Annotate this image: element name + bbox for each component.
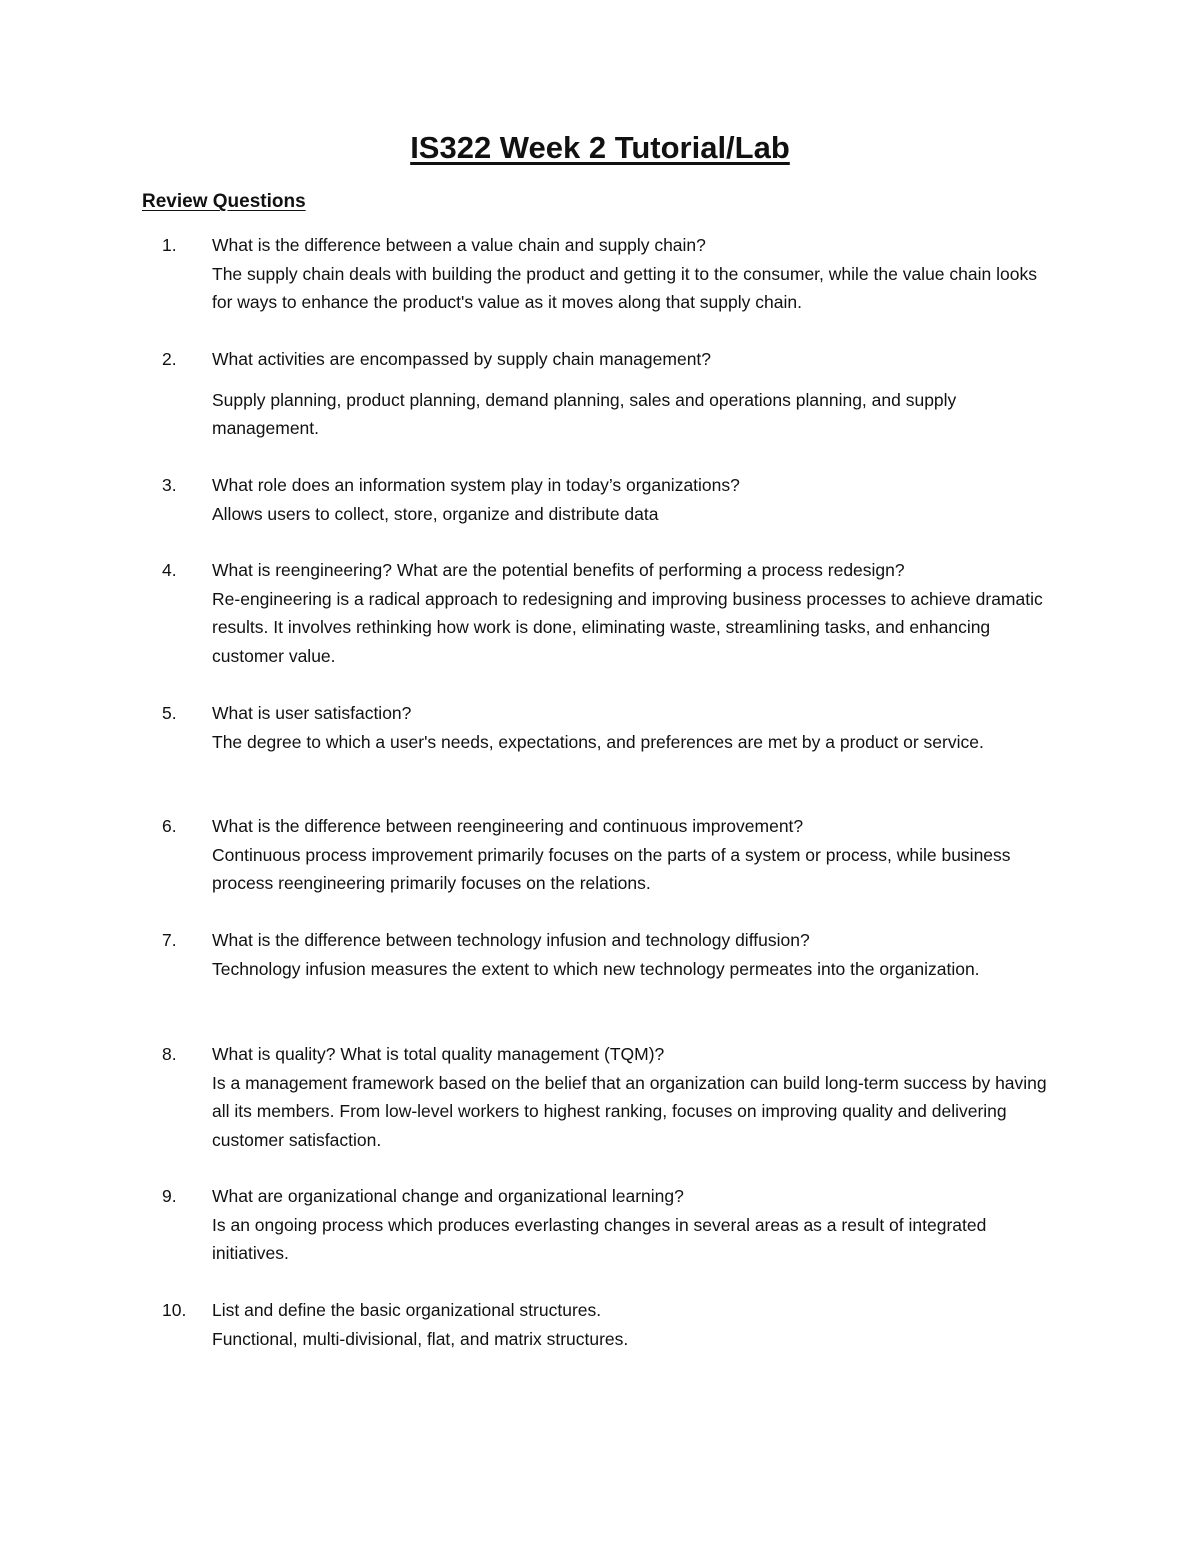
answer-text: Re-engineering is a radical approach to redesigning and improving business processes to achieve dramatic results. It involves rethinking how work is done, eliminating waste, streamlining tasks, and enhancing customer value. — [212, 588, 1043, 666]
question-text: What are organizational change and organizational learning? — [212, 1186, 684, 1206]
question-number: 8. — [162, 1044, 177, 1064]
answer-text: The degree to which a user's needs, expectations, and preferences are met by a product or service. — [212, 731, 984, 752]
list-item-question-7 — [142, 926, 1062, 983]
question-number: 3. — [162, 475, 177, 495]
question-number: 5. — [162, 703, 177, 723]
question-number: 1. — [162, 235, 177, 255]
list-item-question-6 — [142, 812, 1062, 898]
page-title: IS322 Week 2 Tutorial/Lab — [410, 130, 790, 165]
answer-text: Functional, multi-divisional, flat, and matrix structures. — [212, 1328, 629, 1349]
answer-text: Allows users to collect, store, organize and distribute data — [212, 503, 659, 524]
question-text: What is reengineering? What are the potential benefits of performing a process redesign? — [212, 560, 905, 580]
question-number: 6. — [162, 816, 177, 836]
question-number: 10. — [162, 1300, 187, 1320]
answer-text: Is a management framework based on the belief that an organization can build long-term success by having all its members. From low-level workers to highest ranking, focuses on improving quality and delivering customer satisfaction. — [212, 1072, 1047, 1150]
list-item-question-1 — [142, 231, 1062, 317]
question-text: What is the difference between technology infusion and technology diffusion? — [212, 930, 810, 950]
list-item-question-5 — [142, 699, 1062, 756]
question-text: List and define the basic organizational structures. — [212, 1300, 602, 1320]
question-number: 9. — [162, 1186, 177, 1206]
section-heading-review-questions: Review Questions — [142, 191, 306, 212]
question-number: 4. — [162, 560, 177, 580]
question-text: What is the difference between reengineering and continuous improvement? — [212, 816, 804, 836]
question-text: What activities are encompassed by supply chain management? — [212, 349, 712, 369]
question-text: What is quality? What is total quality management (TQM)? — [212, 1044, 665, 1064]
answer-text: Technology infusion measures the extent to which new technology permeates into the organization. — [212, 958, 980, 979]
question-text: What is user satisfaction? — [212, 703, 412, 723]
answer-text: Is an ongoing process which produces everlasting changes in several areas as a result of integrated initiatives. — [212, 1214, 987, 1263]
list-item-question-8 — [142, 1040, 1062, 1154]
answer-text: Supply planning, product planning, demand planning, sales and operations planning, and supply management. — [212, 389, 957, 438]
list-item-question-4 — [142, 556, 1062, 670]
list-item-question-10 — [142, 1296, 1062, 1353]
answer-text: The supply chain deals with building the product and getting it to the consumer, while the value chain looks for ways to enhance the product's value as it moves along that supply chain. — [212, 263, 1037, 312]
list-item-question-9 — [142, 1182, 1062, 1268]
list-item-question-2 — [142, 345, 1062, 443]
question-text: What role does an information system play in today’s organizations? — [212, 475, 740, 495]
question-number: 2. — [162, 349, 177, 369]
question-text: What is the difference between a value chain and supply chain? — [212, 235, 706, 255]
question-number: 7. — [162, 930, 177, 950]
list-item-question-3 — [142, 471, 1062, 528]
answer-text: Continuous process improvement primarily focuses on the parts of a system or process, while business process reengineering primarily focuses on the relations. — [212, 844, 1011, 893]
